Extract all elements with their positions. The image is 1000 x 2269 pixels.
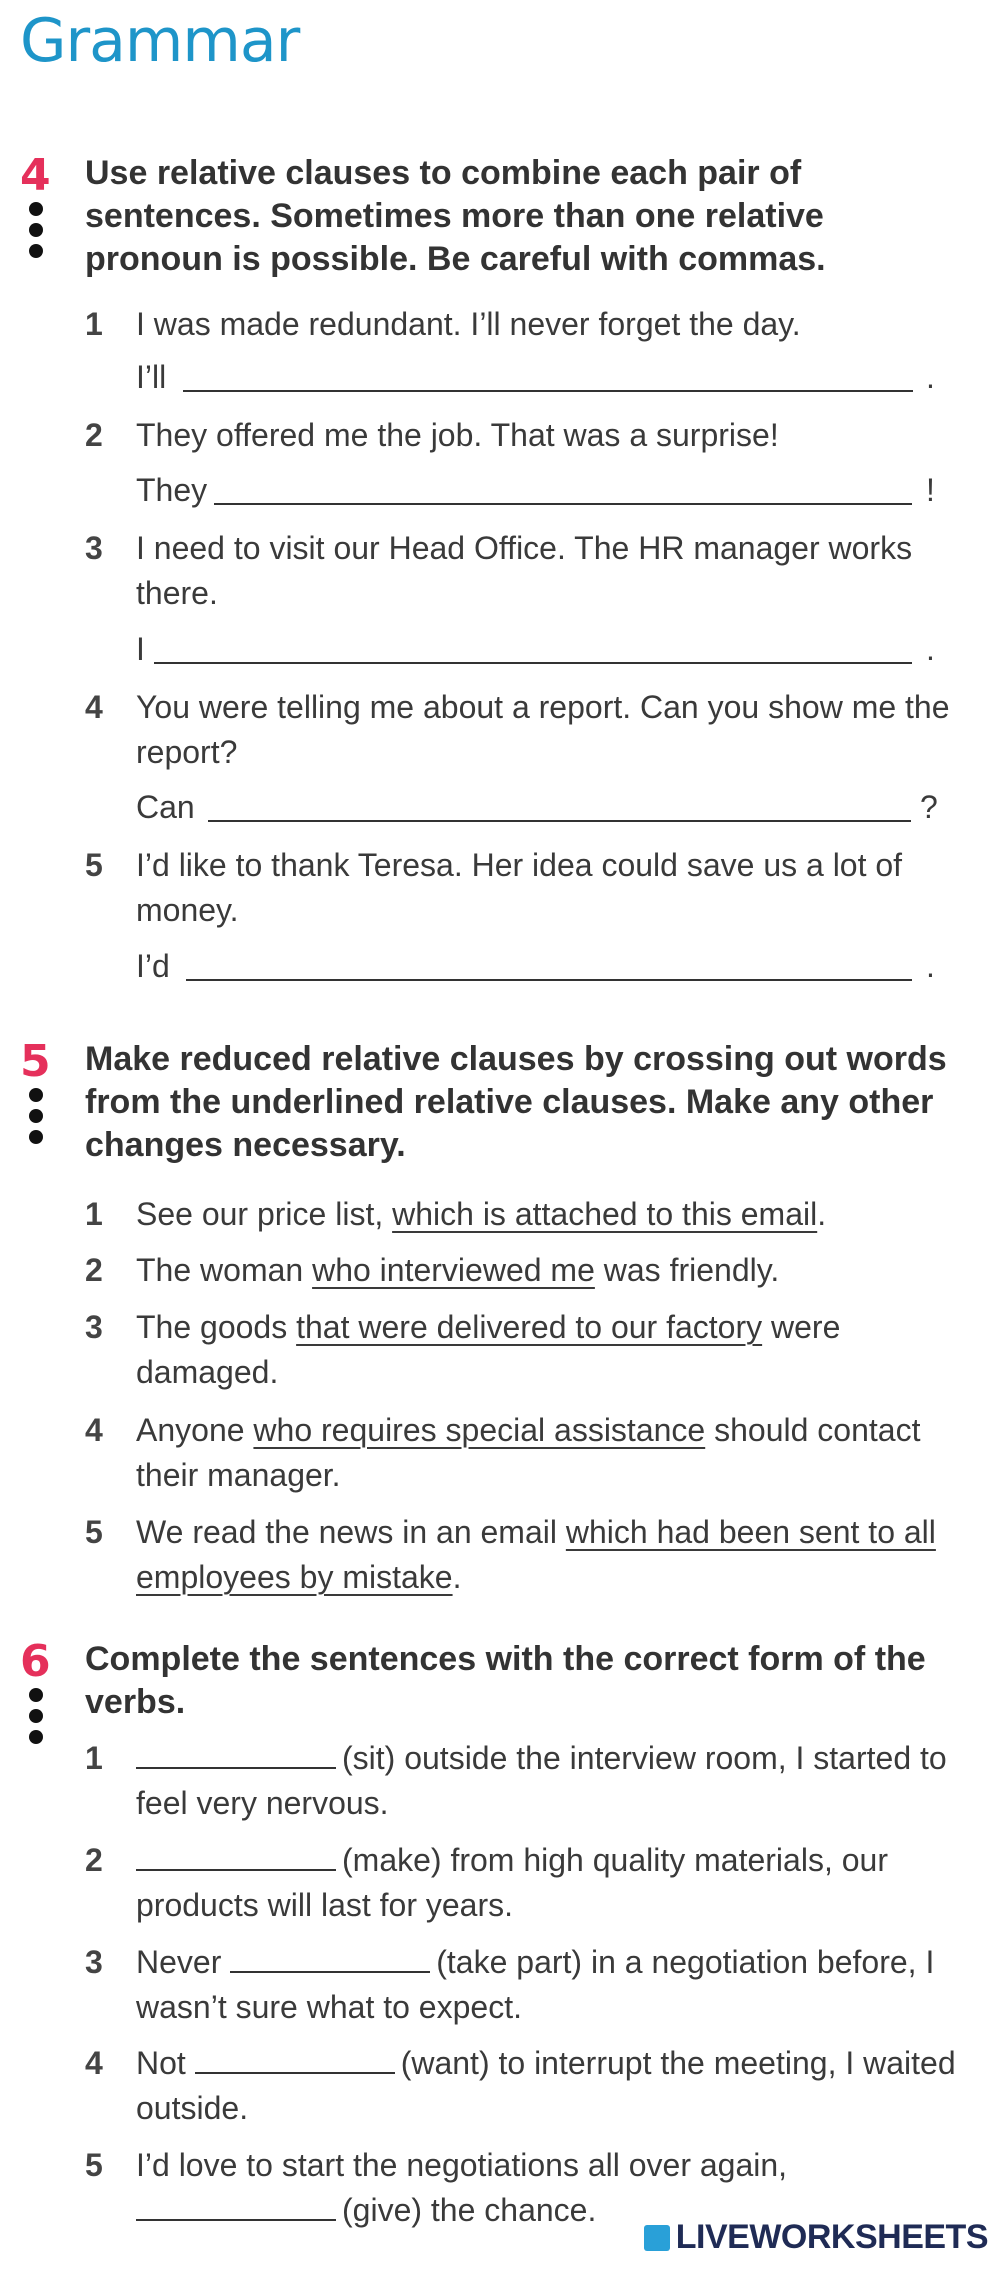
exercise-number: 6	[20, 1636, 51, 1687]
gap-blank[interactable]	[136, 1841, 336, 1871]
item-number: 4	[85, 1412, 103, 1448]
sentence-start: I’d love to start the negotiations all over again,	[136, 2147, 788, 2183]
gap-blank[interactable]	[136, 1739, 336, 1769]
item-number: 3	[85, 530, 103, 566]
sentence-start: See our price list,	[136, 1196, 393, 1232]
exercise-instruction: Make reduced relative clauses by crossing out words from the underlined relative clauses. Make any other changes necessary.	[85, 1040, 947, 1164]
gap-blank[interactable]	[195, 2044, 395, 2074]
item-text: You were telling me about a report. Can you show me the report?	[136, 689, 950, 770]
gap-blank[interactable]	[136, 2191, 336, 2221]
underlined-clause: which had been sent to all employees by mistake	[136, 1514, 936, 1595]
underlined-clause: which is attached to this email	[392, 1196, 818, 1232]
exercise-instruction: Complete the sentences with the correct form of the verbs.	[85, 1640, 926, 1721]
answer-lead: I’d	[136, 948, 170, 984]
answer-line[interactable]	[183, 390, 913, 392]
item-number: 2	[85, 1252, 103, 1288]
sentence-end: were damaged.	[136, 1309, 841, 1390]
answer-line[interactable]	[154, 662, 912, 664]
answer-line[interactable]	[208, 820, 911, 822]
answer-row[interactable]	[136, 355, 936, 400]
sentence-end: .	[817, 1196, 827, 1232]
sentence-start: Never	[136, 1944, 231, 1980]
sentence-rest: (take part) in a negotiation before, I wasn’t sure what to expect.	[136, 1944, 935, 2025]
bullet-dots-icon	[29, 202, 43, 265]
underlined-clause: who requires special assistance	[253, 1412, 706, 1448]
sentence-rest: (make) from high quality materials, our products will last for years.	[136, 1842, 888, 1923]
bullet-dots-icon	[29, 1688, 43, 1751]
sentence-start: The goods	[136, 1309, 297, 1345]
sentence-end: .	[452, 1559, 462, 1595]
item-text: I was made redundant. I’ll never forget the day.	[136, 306, 801, 342]
exercise-instruction: Use relative clauses to combine each pair of sentences. Sometimes more than one relative pronoun is possible. Be careful with commas.	[85, 154, 826, 278]
answer-end: .	[926, 631, 935, 667]
sentence-end: was friendly.	[594, 1252, 780, 1288]
sentence-start: The woman	[136, 1252, 313, 1288]
answer-row[interactable]	[136, 627, 936, 672]
bullet-dots-icon	[29, 1088, 43, 1151]
item-number: 5	[85, 1514, 103, 1550]
sentence-start: Anyone	[136, 1412, 254, 1448]
underlined-clause: that were delivered to our factory	[296, 1309, 763, 1345]
liveworksheets-logo-icon	[644, 2225, 670, 2251]
answer-row[interactable]	[136, 468, 936, 513]
underlined-clause: who interviewed me	[312, 1252, 595, 1288]
item-number: 1	[85, 1740, 103, 1776]
item-number: 4	[85, 2045, 103, 2081]
answer-lead: They	[136, 472, 208, 508]
sentence-rest: (want) to interrupt the meeting, I waited outside.	[136, 2045, 956, 2126]
logo-text: LIVEWORKSHEETS	[675, 2218, 988, 2256]
answer-end: .	[926, 948, 935, 984]
answer-line[interactable]	[186, 979, 912, 981]
answer-row[interactable]	[136, 785, 936, 830]
item-number: 3	[85, 1309, 103, 1345]
exercise-number: 5	[20, 1036, 51, 1087]
liveworksheets-logo	[644, 2218, 988, 2257]
page-title: Grammar	[20, 6, 300, 76]
answer-end: !	[926, 472, 935, 508]
sentence-start: We read the news in an email	[136, 1514, 566, 1550]
answer-line[interactable]	[214, 503, 912, 505]
item-number: 4	[85, 689, 103, 725]
item-text: They offered me the job. That was a surprise!	[136, 417, 779, 453]
sentence-rest: (give) the chance.	[342, 2192, 597, 2228]
answer-lead: I’ll	[136, 359, 167, 395]
item-number: 3	[85, 1944, 103, 1980]
item-number: 5	[85, 847, 103, 883]
item-number: 2	[85, 417, 103, 453]
gap-blank[interactable]	[230, 1943, 430, 1973]
answer-end: .	[926, 359, 935, 395]
item-text: I need to visit our Head Office. The HR manager works there.	[136, 530, 913, 611]
item-number: 1	[85, 306, 103, 342]
exercise-number: 4	[20, 150, 51, 201]
item-text: I’d like to thank Teresa. Her idea could save us a lot of money.	[136, 847, 903, 928]
answer-lead: Can	[136, 789, 195, 825]
sentence-start: Not	[136, 2045, 195, 2081]
answer-end: ?	[920, 789, 938, 825]
item-number: 2	[85, 1842, 103, 1878]
item-number: 1	[85, 1196, 103, 1232]
sentence-rest: (sit) outside the interview room, I started to feel very nervous.	[136, 1740, 947, 1821]
answer-lead: I	[136, 631, 145, 667]
answer-row[interactable]	[136, 944, 936, 989]
item-number: 5	[85, 2147, 103, 2183]
sentence-end: should contact their manager.	[136, 1412, 921, 1493]
